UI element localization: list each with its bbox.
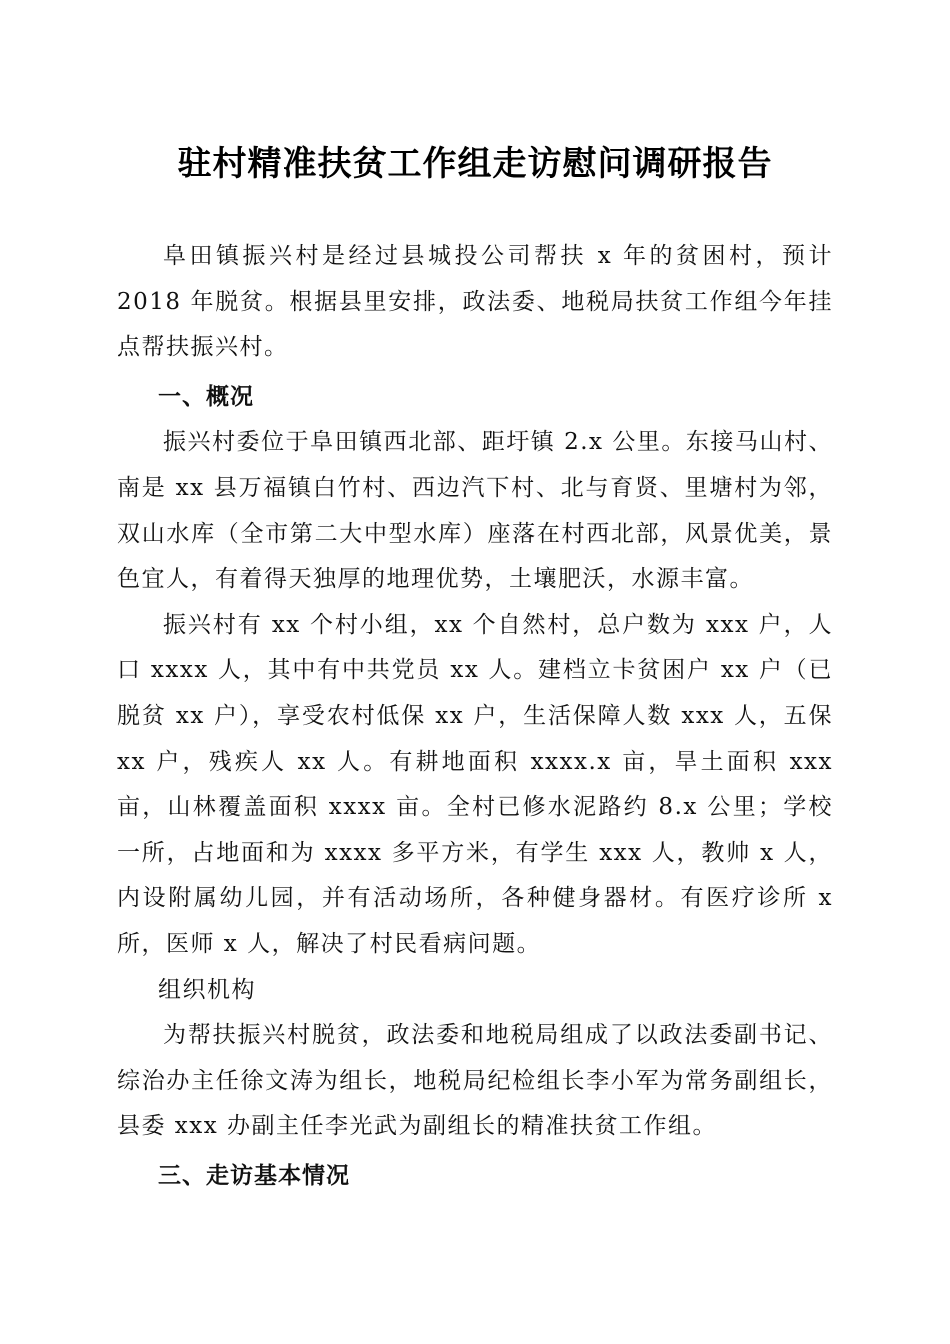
overview-paragraph-location: 振兴村委位于阜田镇西北部、距圩镇 2.x 公里。东接马山村、南是 xx 县万福镇白竹村、西边汽下村、北与育贤、里塘村为邻，双山水库（全市第二大中型水库）座落在村西北部，风景优美，景色宜人，有着得天独厚的地理优势，土壤肥沃，水源丰富。 bbox=[117, 429, 833, 593]
section-heading-visits: 三、走访基本情况 bbox=[158, 1162, 350, 1189]
document-title: 驻村精准扶贫工作组走访慰问调研报告 bbox=[177, 144, 773, 184]
organization-paragraph: 为帮扶振兴村脱贫，政法委和地税局组成了以政法委副书记、综治办主任徐文涛为组长，地税局纪检组长李小军为常务副组长，县委 xxx 办副主任李光武为副组长的精准扶贫工作组。 bbox=[117, 1022, 833, 1140]
section-heading-organization: 组织机构 bbox=[158, 976, 256, 1003]
section-heading-overview: 一、概况 bbox=[158, 383, 254, 410]
intro-paragraph: 阜田镇振兴村是经过县城投公司帮扶 x 年的贫困村，预计 2018 年脱贫。根据县里安排，政法委、地税局扶贫工作组今年挂点帮扶振兴村。 bbox=[117, 243, 833, 361]
overview-paragraph-statistics: 振兴村有 xx 个村小组，xx 个自然村，总户数为 xxx 户，人口 xxxx 人，其中有中共党员 xx 人。建档立卡贫困户 xx 户（已脱贫 xx 户），享受农村低保 xx 户，生活保障人数 xxx 人，五保 xx 户，残疾人 xx 人。有耕地面积 xxxx.x 亩，旱土面积 xxx 亩，山林覆盖面积 xxxx 亩。全村已修水泥路约 8.x 公里；学校一所，占地面和为 xxxx 多平方米，有学生 xxx 人，教帅 x 人，内设附属幼儿园，并有活动场所，各种健身器材。有医疗诊所 x 所，医师 x 人，解决了村民看病问题。 bbox=[117, 611, 833, 957]
document-body bbox=[117, 234, 833, 1199]
